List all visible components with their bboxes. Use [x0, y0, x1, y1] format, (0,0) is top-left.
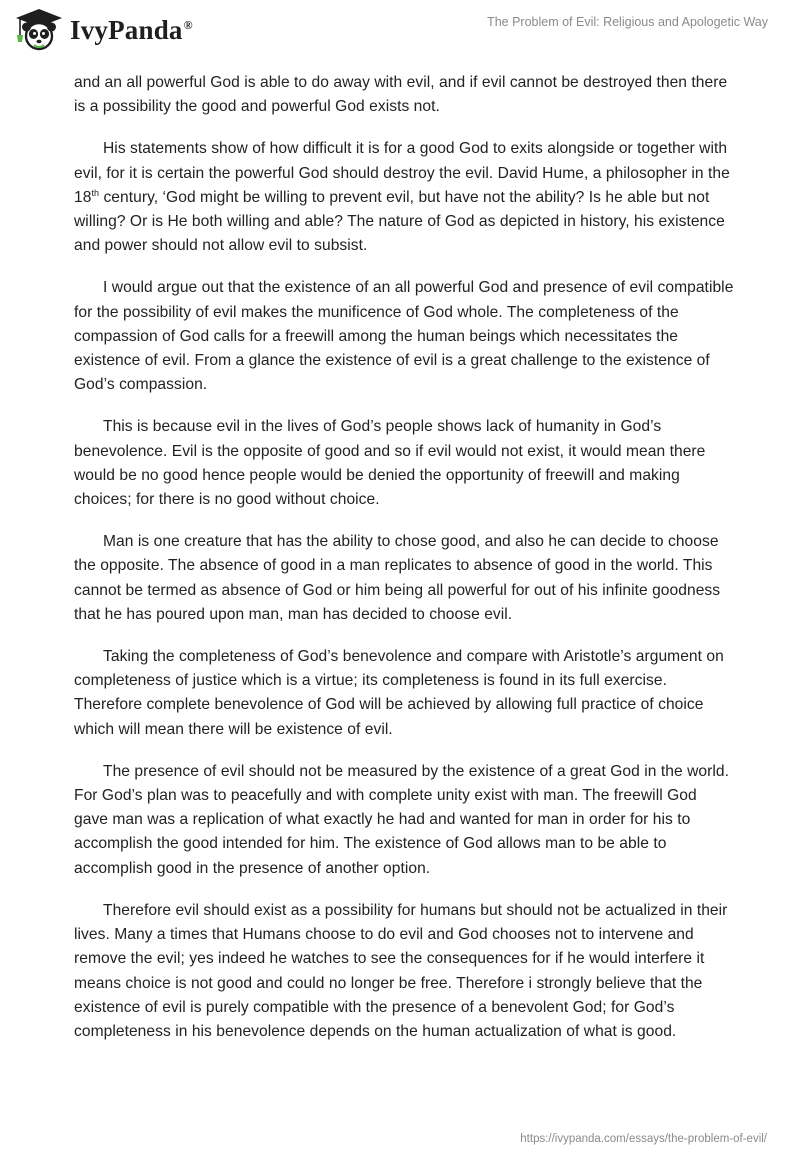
document-title: The Problem of Evil: Religious and Apologetic Way [487, 15, 768, 29]
paragraph: Man is one creature that has the ability to chose good, and also he can decide to choose the opposite. The absence of good in a man replicates to absence of good in the world. This cannot be termed as absence of God or him being all powerful for out of his infinite goodness that he has poured upon man, man has decided to choose evil. [74, 533, 721, 623]
ordinal-suffix: th [91, 187, 100, 198]
page-header [0, 0, 800, 70]
paragraph: Therefore evil should exist as a possibility for humans but should not be actualized in their lives. Many a times that Humans choose to do evil and God chooses not to intervene and remove the evil; yes indeed he watches to see the consequences for if he would interfere it means choice is not good and could no longer be free. Therefore i strongly believe that the existence of evil is purely compatible with the presence of a benevolent God; for God’s completeness in his benevolence depends on the human actualization of what is good. [74, 901, 728, 1040]
paragraph [74, 137, 734, 258]
paragraph-text: His statements show of how difficult it is for a good God to exits alongside or together with evil, for it is certain the powerful God should destroy the evil. David Hume, a philosopher in the 18 [74, 140, 730, 206]
paragraph: and an all powerful God is able to do away with evil, and if evil cannot be destroyed then there is a possibility the good and powerful God exists not. [74, 74, 728, 116]
registered-mark: ® [183, 17, 193, 32]
paragraph: I would argue out that the existence of an all powerful God and presence of evil compatible for the possibility of evil makes the munificence of God whole. The completeness of the compassion of God calls for a freewill among the human beings which necessitates the existence of evil. From a glance the existence of evil is a great challenge to the existence of God’s compassion. [74, 279, 734, 394]
paragraph: Taking the completeness of God’s benevolence and compare with Aristotle’s argument on completeness of justice which is a virtue; its completeness is found in its full exercise. Therefore complete benevolence of God will be achieved by allowing full practice of choice which will mean there will be existence of evil. [74, 648, 724, 738]
essay-body [74, 71, 734, 1062]
paragraph-text: century, ‘God might be willing to prevent evil, but have not the ability? Is he able but not willing? Or is He both willing and able? The nature of God as depicted in history, his existence and power should not allow evil to subsist. [74, 188, 725, 255]
panda-graduation-cap-icon [14, 8, 64, 52]
paragraph: The presence of evil should not be measured by the existence of a great God in the world. For God’s plan was to peacefully and with complete unity exist with man. The freewill God gave man was a replication of what exactly he had and wanted for man in order for his to accomplish the good intended for him. The existence of God allows man to be able to accomplish good in the presence of another option. [74, 762, 729, 877]
source-url-link[interactable]: https://ivypanda.com/essays/the-problem-of-evil/ [520, 1133, 767, 1145]
paragraph: This is because evil in the lives of God’s people shows lack of humanity in God’s benevolence. Evil is the opposite of good and so if evil would not exist, it would mean there would be no good hence people would be denied the opportunity of freewill and making choices; for there is no good without choice. [74, 418, 706, 509]
ivypanda-logo[interactable] [14, 8, 193, 52]
logo-wordmark: IvyPanda® [70, 14, 193, 45]
